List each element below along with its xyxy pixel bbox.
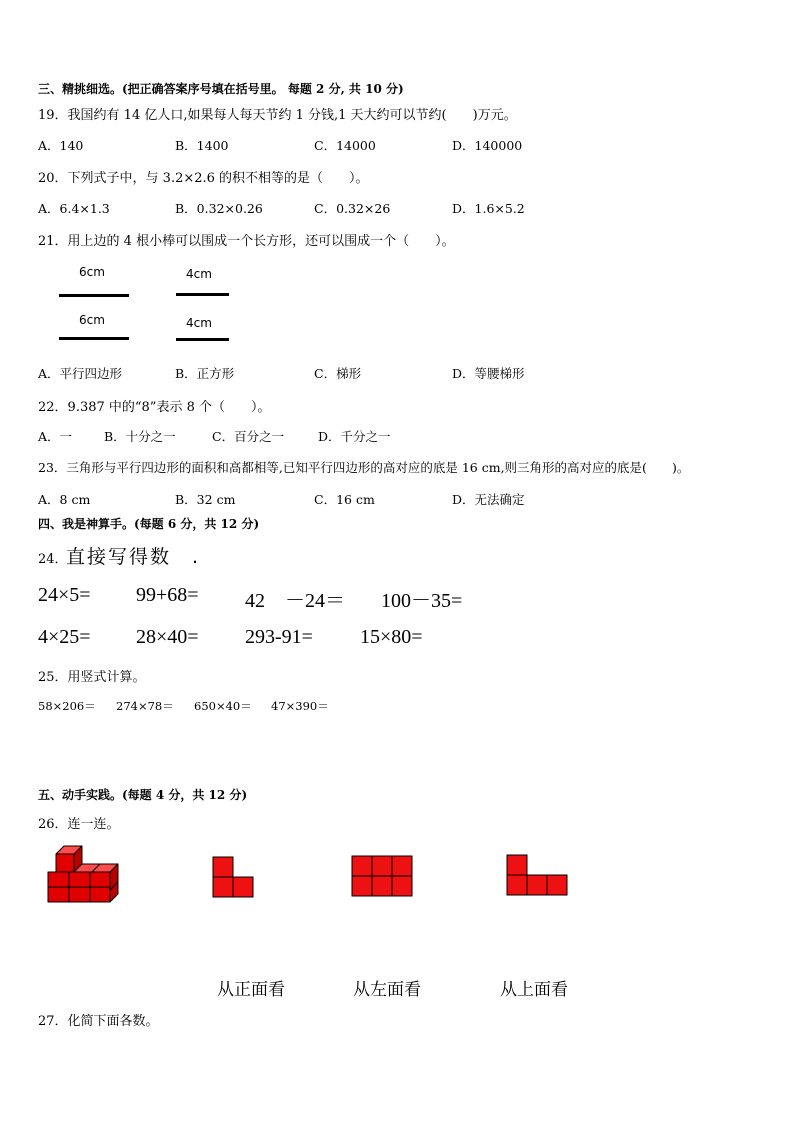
q23-option-c: C．16 cm: [314, 492, 375, 507]
q24-expr-6: 28×40=: [136, 626, 199, 648]
q23-option-a: A．8 cm: [38, 492, 91, 507]
q21-option-b: B．正方形: [175, 366, 235, 381]
q24-label: 24．: [38, 552, 68, 567]
q23-text: 23．三角形与平行四边形的面积和高都相等,已知平行四边形的高对应的底是 16 cm,则三角形的高对应的底是( )。: [38, 460, 690, 475]
q24-expr-5: 4×25=: [38, 626, 91, 648]
q19-option-b: B．1400: [175, 138, 229, 153]
q21-text: 21．用上边的 4 根小棒可以围成一个长方形，还可以围成一个（ ）。: [38, 234, 455, 249]
stick-label-4: 4cm: [186, 316, 212, 330]
q20-text: 20．下列式子中，与 3.2×2.6 的积不相等的是（ ）。: [38, 171, 369, 186]
q24-title: 直接写得数 .: [66, 546, 201, 568]
q24-expr-8: 15×80=: [360, 626, 423, 648]
cube-3d-figure: [44, 842, 126, 904]
stick-4: [176, 338, 229, 341]
q25-item-2: 274×78＝: [116, 699, 174, 713]
q19-text: 19．我国约有 14 亿人口,如果每人每天节约 1 分钱,1 天大约可以节约( )万元。: [38, 108, 517, 123]
q19-option-d: D．140000: [452, 138, 523, 153]
stick-1: [59, 294, 129, 297]
section4-heading: 四、我是神算手。(每题 6 分，共 12 分): [38, 517, 260, 531]
q20-option-c: C．0.32×26: [314, 201, 391, 216]
section5-heading: 五、动手实践。(每题 4 分，共 12 分): [38, 788, 248, 802]
q21-option-a: A．平行四边形: [38, 366, 123, 381]
q24-expr-7: 293-91=: [245, 626, 313, 648]
q22-option-b: B．十分之一: [104, 429, 176, 444]
stick-label-2: 6cm: [79, 313, 105, 327]
q21-option-d: D．等腰梯形: [452, 366, 525, 381]
q20-option-d: D．1.6×5.2: [452, 201, 525, 216]
section3-heading: 三、精挑细选。(把正确答案序号填在括号里。 每题 2 分, 共 10 分): [38, 82, 404, 96]
q26-text: 26．连一连。: [38, 817, 120, 832]
q19-option-c: C．14000: [314, 138, 376, 153]
q23-option-d: D．无法确定: [452, 492, 525, 507]
q20-option-b: B．0.32×0.26: [175, 201, 263, 216]
q23-option-b: B．32 cm: [175, 492, 236, 507]
q24-expr-3: 42 －24＝: [245, 590, 345, 612]
q22-option-d: D．千分之一: [318, 429, 391, 444]
q25-item-3: 650×40＝: [194, 699, 252, 713]
view-shape-2: [351, 855, 413, 897]
view-label-front: 从正面看: [217, 980, 285, 1000]
q24-expr-1: 24×5=: [38, 584, 91, 606]
q25-text: 25．用竖式计算。: [38, 670, 146, 685]
q22-option-c: C．百分之一: [212, 429, 285, 444]
view-label-left: 从左面看: [353, 980, 421, 1000]
q24-expr-4: 100－35=: [381, 590, 463, 612]
q21-option-c: C．梯形: [314, 366, 362, 381]
q22-text: 22．9.387 中的“8”表示 8 个（ ）。: [38, 400, 271, 415]
stick-3: [176, 293, 229, 296]
view-label-top: 从上面看: [500, 980, 568, 1000]
stick-label-1: 6cm: [79, 265, 105, 279]
q20-option-a: A．6.4×1.3: [38, 201, 110, 216]
q19-option-a: A．140: [38, 138, 84, 153]
q25-item-1: 58×206＝: [38, 699, 96, 713]
view-shape-3: [506, 854, 568, 896]
q24-expr-2: 99+68=: [136, 584, 199, 606]
stick-2: [59, 337, 129, 340]
view-shape-1: [212, 856, 256, 898]
stick-label-3: 4cm: [186, 267, 212, 281]
q25-item-4: 47×390＝: [271, 699, 329, 713]
q22-option-a: A．一: [38, 429, 73, 444]
q27-text: 27．化简下面各数。: [38, 1014, 159, 1029]
